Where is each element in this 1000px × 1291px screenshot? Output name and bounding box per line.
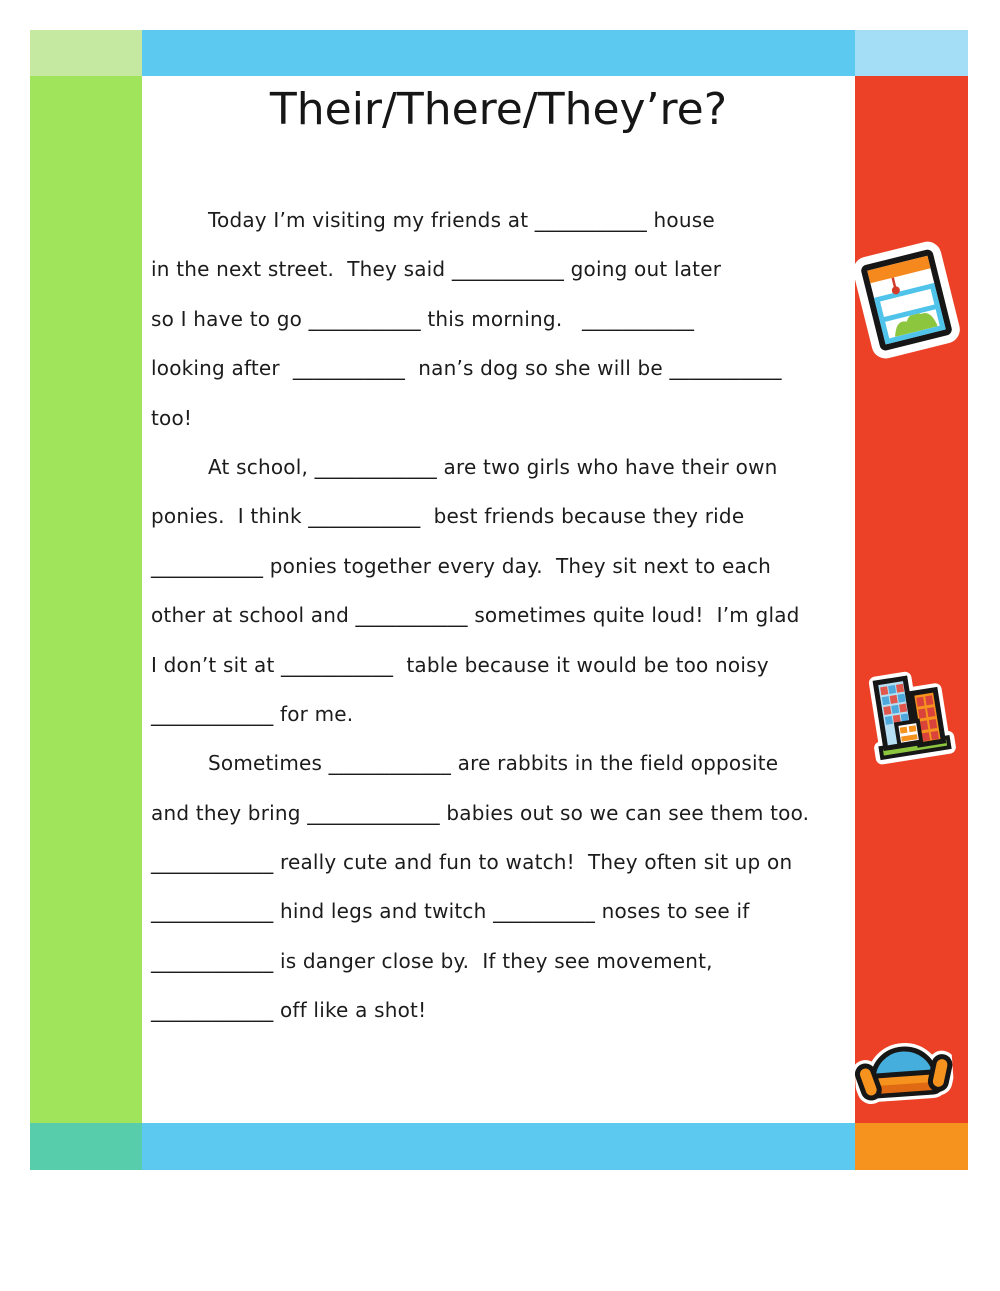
corner-bottom-right bbox=[855, 1123, 968, 1170]
text-line: Sometimes ____________ are rabbits in the field opposite bbox=[208, 751, 779, 776]
text-line: ____________ hind legs and twitch __________ noses to see if bbox=[151, 899, 750, 924]
text-line: ____________ for me. bbox=[151, 701, 354, 726]
text-line: too! bbox=[151, 405, 193, 430]
text-line: ____________ is danger close by. If they see movement, bbox=[151, 948, 713, 973]
text-line: ___________ ponies together every day. They sit next to each bbox=[151, 553, 772, 578]
text-line: in the next street. They said ___________ going out later bbox=[151, 257, 722, 282]
worksheet-text bbox=[151, 196, 855, 1036]
worksheet-title: Their/There/They’re? bbox=[269, 84, 728, 135]
bottom-border-bar bbox=[142, 1123, 855, 1170]
buildings-sticker-icon bbox=[861, 660, 960, 772]
text-line: ____________ really cute and fun to watch! They often sit up on bbox=[151, 850, 793, 875]
text-line: ponies. I think ___________ best friends because they ride bbox=[151, 504, 745, 529]
right-border-bar bbox=[855, 76, 968, 1123]
text-line: ____________ off like a shot! bbox=[151, 998, 427, 1023]
text-line: Today I’m visiting my friends at ___________ house bbox=[208, 208, 715, 232]
corner-top-right bbox=[855, 30, 968, 76]
text-line: I don’t sit at ___________ table because it would be too noisy bbox=[151, 652, 769, 677]
left-border-bar bbox=[30, 76, 142, 1123]
text-line: At school, ____________ are two girls who have their own bbox=[208, 454, 778, 479]
corner-bottom-left bbox=[30, 1123, 142, 1170]
text-line: and they bring _____________ babies out so we can see them too. bbox=[151, 800, 810, 825]
text-line: other at school and ___________ sometimes quite loud! I’m glad bbox=[151, 603, 800, 628]
text-line: so I have to go ___________ this morning. ___________ bbox=[151, 306, 695, 331]
worksheet-content bbox=[142, 76, 855, 1123]
couch-sticker-icon bbox=[852, 1031, 955, 1118]
text-line: looking after ___________ nan’s dog so she will be ___________ bbox=[151, 356, 782, 381]
top-border-bar bbox=[142, 30, 855, 76]
corner-top-left bbox=[30, 30, 142, 76]
